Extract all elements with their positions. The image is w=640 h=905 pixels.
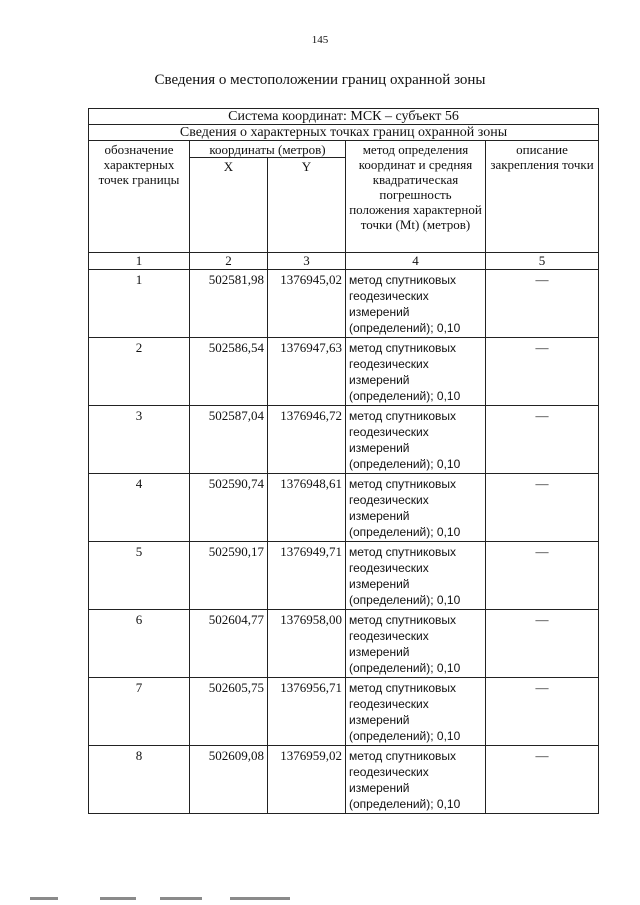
point-number-cell: 5 [89, 542, 190, 610]
description-cell: — [486, 474, 599, 542]
scan-artifact [160, 897, 202, 900]
x-coordinate-cell: 502604,77 [190, 610, 268, 678]
column-number: 3 [268, 253, 346, 270]
description-cell: — [486, 542, 599, 610]
document-title: Сведения о местоположении границ охранной зоны [154, 72, 486, 88]
y-coordinate-cell: 1376959,02 [268, 746, 346, 814]
point-number-cell: 8 [89, 746, 190, 814]
y-coordinate-cell: 1376945,02 [268, 270, 346, 338]
page-number: 145 [311, 34, 329, 46]
x-coordinate-cell: 502586,54 [190, 338, 268, 406]
x-coordinate-cell: 502590,17 [190, 542, 268, 610]
col-description-header: описание закрепления точки [486, 141, 599, 253]
table-row [89, 338, 599, 406]
method-cell: метод спутниковых геодезических измерений (определений); 0,10 [346, 746, 486, 814]
description-cell: — [486, 270, 599, 338]
point-number-cell: 3 [89, 406, 190, 474]
point-number-cell: 7 [89, 678, 190, 746]
scan-artifact [30, 897, 58, 900]
coordinate-system-header: Система координат: МСК – субъект 56 [89, 109, 599, 125]
description-cell: — [486, 746, 599, 814]
table-row [89, 610, 599, 678]
method-cell: метод спутниковых геодезических измерений (определений); 0,10 [346, 338, 486, 406]
column-number: 1 [89, 253, 190, 270]
y-coordinate-cell: 1376948,61 [268, 474, 346, 542]
point-number-cell: 6 [89, 610, 190, 678]
method-cell: метод спутниковых геодезических измерений (определений); 0,10 [346, 610, 486, 678]
column-number: 2 [190, 253, 268, 270]
description-cell: — [486, 610, 599, 678]
method-cell: метод спутниковых геодезических измерений (определений); 0,10 [346, 270, 486, 338]
description-cell: — [486, 338, 599, 406]
scan-artifact [230, 897, 290, 900]
method-cell: метод спутниковых геодезических измерений (определений); 0,10 [346, 474, 486, 542]
col-x-header: X [190, 158, 268, 253]
y-coordinate-cell: 1376946,72 [268, 406, 346, 474]
col-designation-header: обозначение характерных точек границы [89, 141, 190, 253]
x-coordinate-cell: 502609,08 [190, 746, 268, 814]
y-coordinate-cell: 1376956,71 [268, 678, 346, 746]
y-coordinate-cell: 1376958,00 [268, 610, 346, 678]
coordinates-table [88, 108, 599, 814]
x-coordinate-cell: 502587,04 [190, 406, 268, 474]
col-method-header: метод определения координат и средняя квадратическая погрешность положения характерной точки (Mt) (метров) [346, 141, 486, 253]
x-coordinate-cell: 502605,75 [190, 678, 268, 746]
point-number-cell: 2 [89, 338, 190, 406]
point-number-cell: 4 [89, 474, 190, 542]
method-cell: метод спутниковых геодезических измерений (определений); 0,10 [346, 406, 486, 474]
scan-artifact [100, 897, 136, 900]
y-coordinate-cell: 1376949,71 [268, 542, 346, 610]
points-info-header: Сведения о характерных точках границ охранной зоны [89, 125, 599, 141]
y-coordinate-cell: 1376947,63 [268, 338, 346, 406]
description-cell: — [486, 406, 599, 474]
method-cell: метод спутниковых геодезических измерений (определений); 0,10 [346, 678, 486, 746]
table-row [89, 678, 599, 746]
method-cell: метод спутниковых геодезических измерений (определений); 0,10 [346, 542, 486, 610]
table-row [89, 746, 599, 814]
x-coordinate-cell: 502590,74 [190, 474, 268, 542]
x-coordinate-cell: 502581,98 [190, 270, 268, 338]
column-number: 4 [346, 253, 486, 270]
column-number: 5 [486, 253, 599, 270]
col-y-header: Y [268, 158, 346, 253]
table-row [89, 542, 599, 610]
table-row [89, 474, 599, 542]
point-number-cell: 1 [89, 270, 190, 338]
description-cell: — [486, 678, 599, 746]
column-numbers-row [89, 253, 599, 270]
col-coordinates-header: координаты (метров) [190, 141, 346, 158]
table-row [89, 270, 599, 338]
table-row [89, 406, 599, 474]
